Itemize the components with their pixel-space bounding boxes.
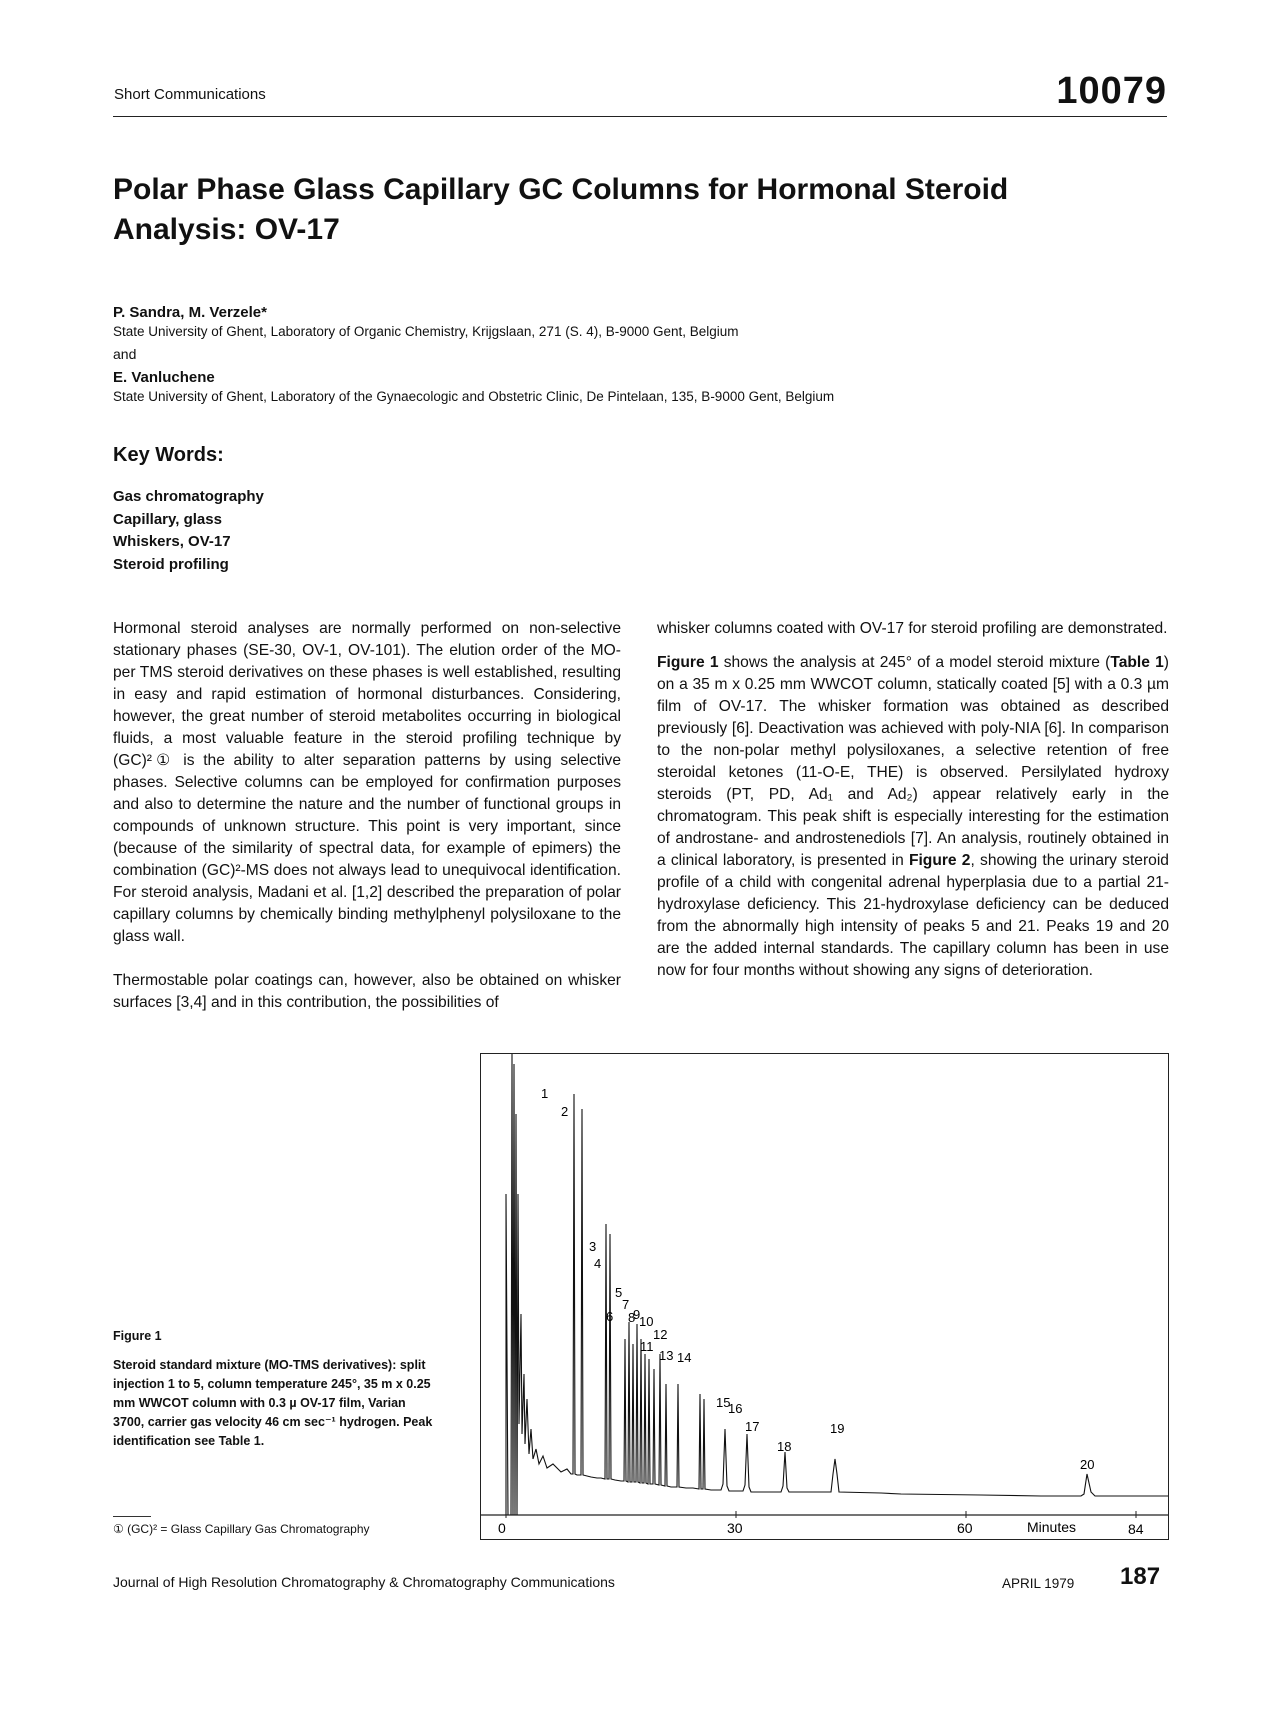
keywords-heading: Key Words: [113, 444, 224, 466]
body-paragraph: Figure 1 shows the analysis at 245° of a model steroid mixture (Table 1) on a 35 m x 0.25 mm WWCOT column, statically coated [5] with a 0.3 µm film of OV-17. The whisker formation was obtained as described previously [6]. Deactivation was achieved with poly-NIA [6]. In comparison to the non-polar methyl polysiloxanes, a selective retention of free steroidal ketones (11-O-E, THE) is observed. Persilylated hydroxy steroids (PT, PD, Ad₁ and Ad₂) appear relatively early in the chromatogram. This peak shift is especially interesting for the estimation of androstane- and androstenediols [7]. An analysis, routinely obtained in a clinical laboratory, is presented in Figure 2, showing the urinary steroid profile of a child with congenital adrenal hyperplasia due to a partial 21-hydroxylase deficiency. This 21-hydroxylase deficiency can be deduced from the abnormally high intensity of peaks 5 and 21. Peaks 19 and 20 are the added internal standards. The capillary column has been in use now for four months without showing any signs of deterioration. [657, 654, 1169, 979]
figure-label: Figure 1 [113, 1329, 162, 1343]
axis-tick-label: 30 [727, 1520, 743, 1536]
chromatogram-trace [506, 1054, 1168, 1515]
section-label: Short Communications [114, 86, 266, 103]
author-primary: P. Sandra, M. Verzele* [113, 304, 267, 321]
table-ref: Table 1 [1110, 654, 1164, 671]
figure-ref: Figure 2 [908, 852, 971, 869]
keyword-item: Capillary, glass [113, 510, 222, 528]
body-paragraph: Hormonal steroid analyses are normally performed on non-selective stationary phases (SE-30, OV-1, OV-101). The elution order of the MO- per TMS steroid derivatives on these phases is well established, resulting in easy and rapid estimation of hormonal disturbances. Considering, however, the great number of steroid metabolites occurring in biological fluids, a most valuable feature in the steroid profiling technique by (GC)²① is the ability to alter separation patterns by using selective phases. Selective columns can be employed for confirmation purposes and also to determine the nature and the number of functional groups in compounds of unknown structure. This point is very important, since (because of the similarity of spectral data, for example of epimers) the combination (GC)²-MS does not always lead to unequivocal identification. For steroid analysis, Madani et al. [1,2] described the preparation of polar capillary columns by chemically binding methylphenyl polysiloxane to the glass wall. [113, 620, 621, 945]
peak-label: 10 [639, 1314, 654, 1329]
author-block [113, 304, 834, 404]
footnote-rule [113, 1516, 151, 1517]
article-code: 10079 [1056, 70, 1167, 112]
footnote: ① (GC)² = Glass Capillary Gas Chromatography [113, 1522, 370, 1536]
peak-label: 20 [1080, 1457, 1095, 1472]
axis-tick-label: 60 [957, 1520, 973, 1536]
body-paragraph: whisker columns coated with OV-17 for steroid profiling are demonstrated. [657, 620, 1168, 637]
affiliation-primary: State University of Ghent, Laboratory of Organic Chemistry, Krijgslaan, 271 (S. 4), B-9000 Gent, Belgium [113, 324, 739, 339]
body-paragraph: Thermostable polar coatings can, however, also be obtained on whisker surfaces [3,4] and in this contribution, the possibilities of [113, 972, 621, 1011]
body-column-left [113, 618, 621, 1014]
peak-label: 18 [777, 1439, 792, 1454]
peak-label: 4 [594, 1256, 602, 1271]
page-number: 187 [1120, 1563, 1161, 1590]
figure-caption-text: Steroid standard mixture (MO-TMS derivatives): split injection 1 to 5, column temperature 245°, 35 m x 0.25 mm WWCOT column with 0.3 µ OV-17 film, Varian 3700, carrier gas velocity 46 cm sec⁻¹ hydrogen. Peak identification see Table 1. [113, 1358, 433, 1448]
peak-label: 6 [606, 1309, 614, 1324]
axis-tick-label: 0 [498, 1520, 506, 1536]
peak-label: 13 [659, 1348, 674, 1363]
peak-label: 2 [561, 1104, 569, 1119]
header-rule [113, 116, 1167, 117]
peak-label: 9 [633, 1307, 641, 1322]
peak-label: 16 [728, 1401, 743, 1416]
peak-label: 15 [716, 1395, 731, 1410]
axis-tick-label: 84 [1128, 1521, 1144, 1537]
peak-label: 1 [541, 1086, 549, 1101]
chromatogram-figure [480, 1053, 1169, 1540]
keyword-item: Gas chromatography [113, 488, 264, 505]
peak-label: 3 [589, 1239, 597, 1254]
peak-label: 17 [745, 1419, 760, 1434]
peak-label: 12 [653, 1327, 668, 1342]
journal-name: Journal of High Resolution Chromatography & Chromatography Communications [113, 1574, 615, 1590]
body-column-right [657, 618, 1169, 982]
keyword-item: Steroid profiling [113, 555, 229, 573]
peak-label: 19 [830, 1421, 845, 1436]
axis-unit-label: Minutes [1027, 1519, 1077, 1535]
peak-label: 7 [622, 1297, 630, 1312]
keyword-item: Whiskers, OV-17 [113, 533, 231, 550]
peak-label: 14 [677, 1350, 692, 1365]
peak-label: 11 [640, 1339, 654, 1354]
peak-label: 8 [628, 1310, 636, 1325]
author-conjunction: and [113, 346, 137, 362]
peak-label: 5 [615, 1285, 623, 1300]
author-secondary: E. Vanluchene [113, 369, 215, 386]
figure-caption [113, 1327, 433, 1451]
article-title: Polar Phase Glass Capillary GC Columns for Hormonal Steroid Analysis: OV-17 [113, 173, 1009, 246]
chromatogram-plot [481, 1054, 1168, 1539]
affiliation-secondary: State University of Ghent, Laboratory of the Gynaecologic and Obstetric Clinic, De Pintelaan, 135, B-9000 Gent, Belgium [113, 389, 835, 404]
figure-ref: Figure 1 [657, 654, 719, 671]
keywords-list [113, 486, 264, 576]
issue-date: APRIL 1979 [1002, 1576, 1075, 1591]
